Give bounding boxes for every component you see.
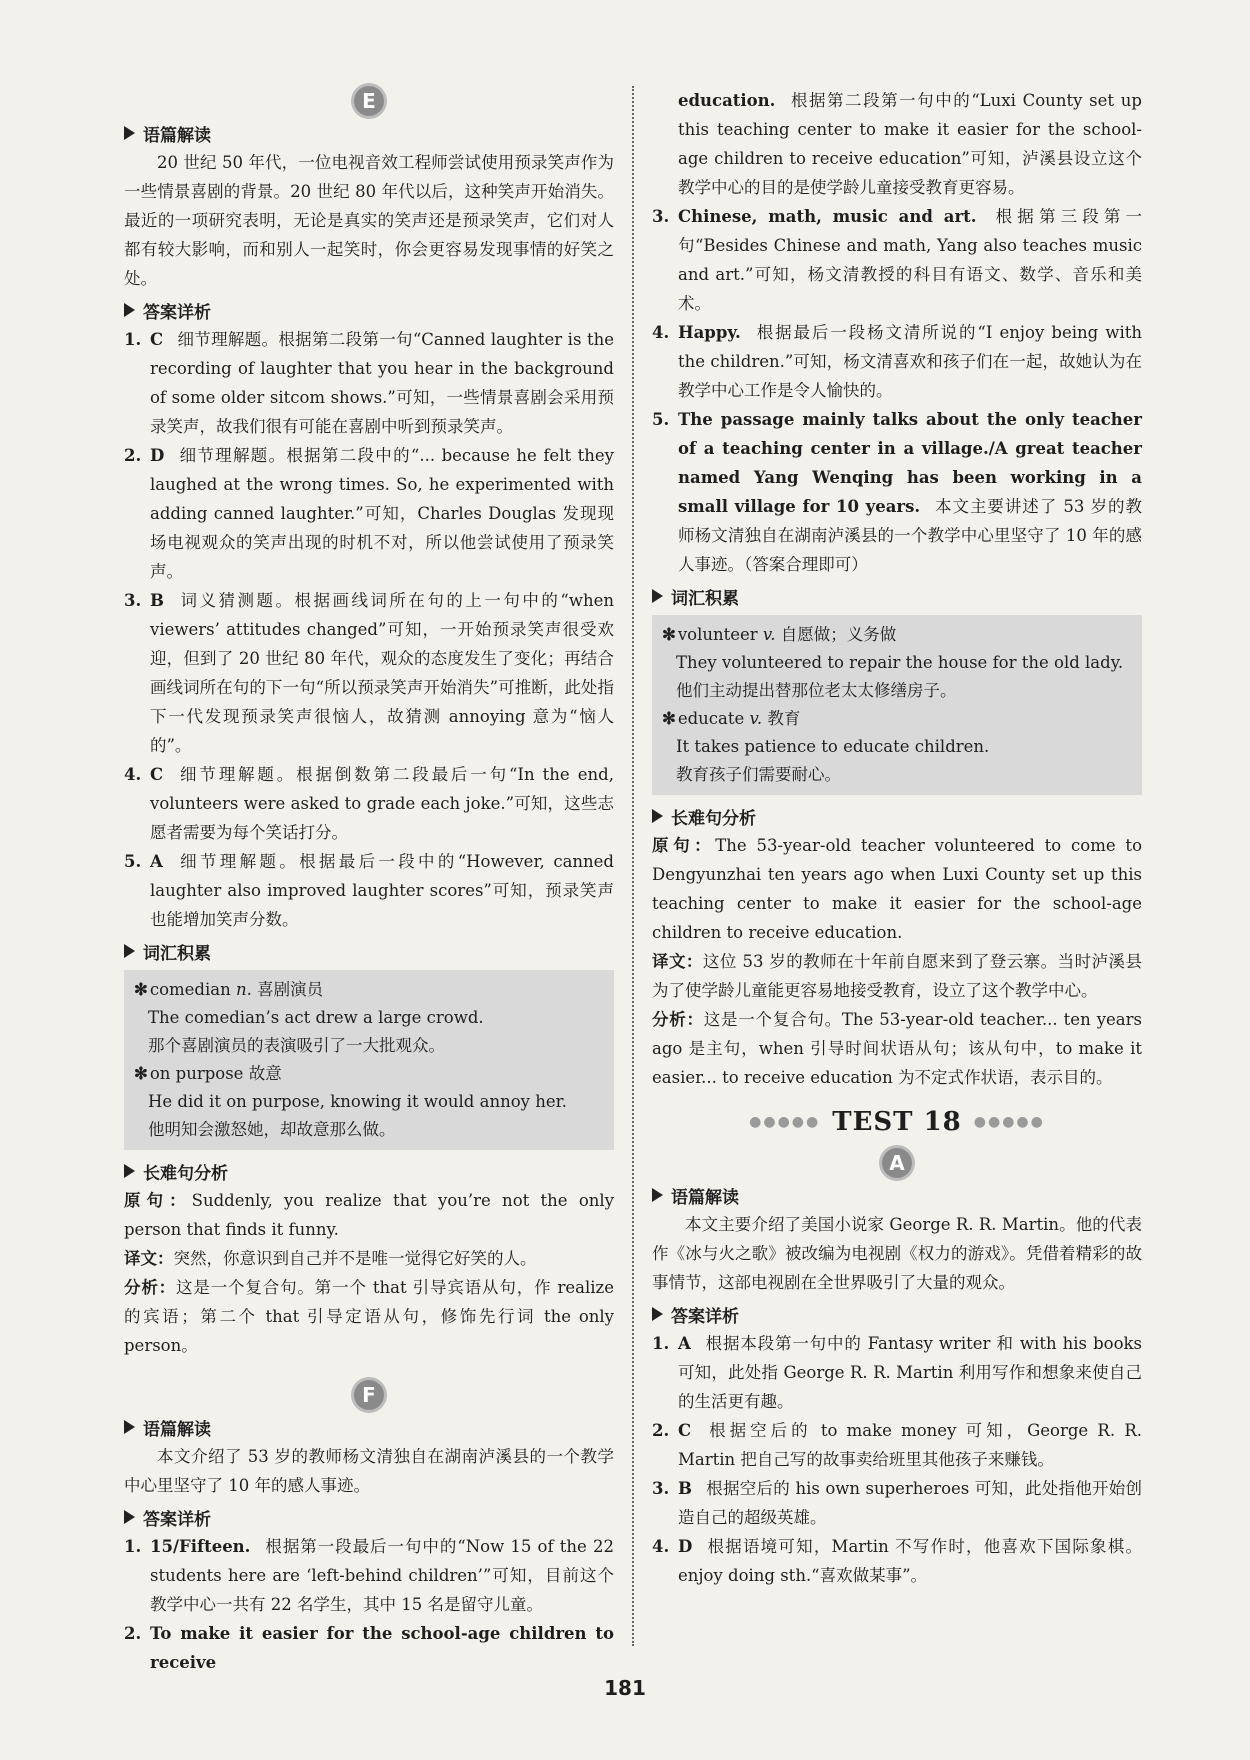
vocab-entry: ✻ volunteer v. 自愿做；义务做	[662, 625, 897, 644]
answer-number: 4.	[124, 765, 142, 784]
answer-number: 3.	[124, 591, 142, 610]
star-icon: ✻	[662, 709, 676, 728]
sentence-translation: 译文：突然，你意识到自己并不是唯一觉得它好笑的人。	[124, 1249, 537, 1268]
section-heading-reading	[124, 1412, 614, 1442]
section-heading-label: 答案详析	[143, 1509, 211, 1530]
answer-number: 1.	[124, 1537, 142, 1556]
answer-explanation: 根据第一段最后一句中的“Now 15 of the 22 students here are ‘left-behind children’”可知，目前这个教学中心一共有 22 名学生，其中 15 名是留守儿童。	[150, 1537, 614, 1614]
answer-item	[652, 202, 1142, 318]
dots-decoration: ●●●●●	[749, 1114, 821, 1130]
section-heading-label: 语篇解读	[143, 1419, 211, 1440]
answer-number: 2.	[124, 1624, 142, 1643]
answer-key: C	[678, 1421, 692, 1440]
section-heading-label: 语篇解读	[143, 125, 211, 146]
answer-explanation: 根据第三段第一句“Besides Chinese and math, Yang also teaches music and art.”可知，杨文清教授的科目有语文、数学、音乐和美术。	[678, 207, 1142, 313]
answer-key: A	[150, 852, 163, 871]
answer-explanation: 根据空后的 his own superheroes 可知，此处指他开始创造自己的超级英雄。	[678, 1479, 1142, 1527]
arrow-icon	[124, 126, 135, 140]
answer-number: 5.	[652, 410, 670, 429]
answer-item	[652, 1474, 1142, 1532]
dots-decoration: ●●●●●	[973, 1114, 1045, 1130]
answer-explanation: 细节理解题。根据第二段中的“... because he felt they laughed at the wrong times. So, he experimented with adding canned laughter.”可知，Charles Douglas 发现现场电视观众的笑声出现的时机不对，所以他尝试使用了预录笑声。	[150, 446, 614, 581]
answer-number: 4.	[652, 1537, 670, 1556]
answer-explanation: 词义猜测题。根据画线词所在句的上一句中的“when viewers’ attitudes changed”可知，一开始预录笑声很受欢迎，但到了 20 世纪 80 年代，观众的态度发生了变化；再结合画线词所在句的下一句“所以预录笑声开始消失”可推断，此处指下一代发现预录笑声很恼人，故猜测 annoying 意为“恼人的”。	[150, 591, 614, 755]
answer-item	[124, 760, 614, 847]
answer-number: 3.	[652, 207, 670, 226]
answer-key: Chinese, math, music and art.	[678, 207, 977, 226]
answer-number: 5.	[124, 852, 142, 871]
test-heading	[652, 1104, 1142, 1140]
answer-number: 1.	[124, 330, 142, 349]
sentence-original: 原句：Suddenly, you realize that you’re not the only person that finds it funny.	[124, 1191, 615, 1239]
section-heading-vocab	[124, 936, 614, 966]
answer-key: C	[150, 330, 164, 349]
section-heading-reading	[124, 118, 614, 148]
vocab-translation: 那个喜剧演员的表演吸引了一大批观众。	[148, 1036, 445, 1055]
answer-item-continued	[652, 86, 1142, 202]
passage-summary: 本文主要介绍了美国小说家 George R. R. Martin。他的代表作《冰与火之歌》被改编为电视剧《权力的游戏》。凭借着精彩的故事情节，这部电视剧在全世界吸引了大量的观众。	[652, 1215, 1142, 1292]
star-icon: ✻	[662, 625, 676, 644]
section-heading-reading	[652, 1180, 1142, 1210]
answer-item	[124, 325, 614, 441]
answer-key: D	[678, 1537, 693, 1556]
arrow-icon	[124, 1164, 135, 1178]
page-number: 181	[604, 1676, 646, 1700]
section-heading-sentence	[652, 801, 1142, 831]
vocab-translation: 他们主动提出替那位老太太修缮房子。	[676, 681, 957, 700]
answer-item	[652, 1532, 1142, 1590]
vocab-translation: 他明知会激怒她，却故意那么做。	[148, 1120, 396, 1139]
section-heading-label: 词汇积累	[143, 943, 211, 964]
section-heading-label: 答案详析	[671, 1306, 739, 1327]
answer-key: To make it easier for the school-age children to receive	[150, 1624, 614, 1672]
section-heading-label: 长难句分析	[671, 808, 756, 829]
answer-explanation: 根据本段第一句中的 Fantasy writer 和 with his books 可知，此处指 George R. R. Martin 利用写作和想象来使自己的生活更有趣。	[678, 1334, 1142, 1411]
answer-item	[652, 1416, 1142, 1474]
answer-number: 1.	[652, 1334, 670, 1353]
sentence-original: 原句：The 53-year-old teacher volunteered to come to Dengyunzhai ten years ago when Luxi County set up this teaching center to make it easier for the school-age children to receive education.	[652, 836, 1142, 942]
answer-explanation: 细节理解题。根据倒数第二段最后一句“In the end, volunteers were asked to grade each joke.”可知，这些志愿者需要为每个笑话打分。	[150, 765, 614, 842]
answer-key: B	[150, 591, 164, 610]
answer-key: 15/Fifteen.	[150, 1537, 251, 1556]
arrow-icon	[124, 944, 135, 958]
answer-key: B	[678, 1479, 692, 1498]
arrow-icon	[124, 1510, 135, 1524]
passage-summary: 本文介绍了 53 岁的教师杨文清独自在湖南泸溪县的一个教学中心里坚守了 10 年的感人事迹。	[124, 1447, 614, 1495]
arrow-icon	[124, 303, 135, 317]
vocab-entry: ✻ educate v. 教育	[662, 709, 801, 728]
answer-item	[124, 1619, 614, 1677]
arrow-icon	[652, 1188, 663, 1202]
answer-key: C	[150, 765, 164, 784]
answer-explanation: 根据空后的 to make money 可知，George R. R. Martin 把自己写的故事卖给班里其他孩子来赚钱。	[678, 1421, 1142, 1469]
vocab-box	[652, 615, 1142, 795]
arrow-icon	[124, 1420, 135, 1434]
section-heading-vocab	[652, 581, 1142, 611]
vocab-example: It takes patience to educate children.	[676, 737, 990, 756]
section-heading-label: 长难句分析	[143, 1163, 228, 1184]
arrow-icon	[652, 809, 663, 823]
section-heading-answers	[124, 295, 614, 325]
vocab-example: They volunteered to repair the house for the old lady.	[676, 653, 1124, 672]
section-heading-answers	[124, 1502, 614, 1532]
answer-item	[124, 441, 614, 586]
left-column	[124, 86, 614, 1677]
answer-explanation: 细节理解题。根据最后一段中的“However, canned laughter also improved laughter scores”可知，预录笑声也能增加笑声分数。	[150, 852, 614, 929]
section-heading-sentence	[124, 1156, 614, 1186]
sentence-analysis: 分析：这是一个复合句。The 53-year-old teacher... ten years ago 是主句，when 引导时间状语从句；该从句中，to make it easier... to receive education 为不定式作状语，表示目的。	[652, 1010, 1142, 1087]
answer-key: D	[150, 446, 165, 465]
answer-explanation: 根据语境可知，Martin 不写作时，他喜欢下国际象棋。enjoy doing sth.“喜欢做某事”。	[678, 1537, 1142, 1585]
answer-number: 2.	[124, 446, 142, 465]
answer-number: 4.	[652, 323, 670, 342]
answer-explanation: 细节理解题。根据第二段第一句“Canned laughter is the recording of laughter that you hear in the background of some older sitcom shows.”可知，一些情景喜剧会采用预录笑声，故我们很有可能在喜剧中听到预录笑声。	[150, 330, 614, 436]
vocab-entry: ✻ on purpose 故意	[134, 1064, 282, 1083]
section-heading-label: 答案详析	[143, 302, 211, 323]
section-badge-a: A	[882, 1148, 912, 1178]
answer-item	[652, 405, 1142, 579]
star-icon: ✻	[134, 1064, 148, 1083]
section-heading-label: 词汇积累	[671, 588, 739, 609]
answer-explanation: 根据第二段第一句中的“Luxi County set up this teaching center to make it easier for the school-age children to receive education”可知，泸溪县设立这个教学中心的目的是使学龄儿童接受教育更容易。	[678, 91, 1142, 197]
passage-summary: 20 世纪 50 年代，一位电视音效工程师尝试使用预录笑声作为一些情景喜剧的背景。20 世纪 80 年代以后，这种笑声开始消失。最近的一项研究表明，无论是真实的笑声还是预录笑声，它们对人都有较大影响，而和别人一起笑时，你会更容易发现事情的好笑之处。	[124, 153, 614, 288]
answer-item	[124, 586, 614, 760]
column-divider	[632, 86, 634, 1646]
vocab-translation: 教育孩子们需要耐心。	[676, 765, 841, 784]
answer-key: The passage mainly talks about the only teacher of a teaching center in a village./A great teacher named Yang Wenqing has been working in a small village for 10 years.	[678, 410, 1142, 516]
vocab-entry: ✻ comedian n. 喜剧演员	[134, 980, 324, 999]
arrow-icon	[652, 1307, 663, 1321]
answer-item	[652, 318, 1142, 405]
answer-number: 3.	[652, 1479, 670, 1498]
test-title: TEST 18	[832, 1107, 962, 1137]
vocab-example: The comedian’s act drew a large crowd.	[148, 1008, 484, 1027]
vocab-box	[124, 970, 614, 1150]
answer-key: Happy.	[678, 323, 741, 342]
answer-number: 2.	[652, 1421, 670, 1440]
answer-key: A	[678, 1334, 691, 1353]
section-badge-f: F	[354, 1380, 384, 1410]
answer-key: education.	[678, 91, 776, 110]
sentence-analysis: 分析：这是一个复合句。第一个 that 引导宾语从句，作 realize 的宾语；第二个 that 引导定语从句，修饰先行词 the only person。	[124, 1278, 614, 1355]
section-badge-e: E	[354, 86, 384, 116]
answer-explanation: 根据最后一段杨文清所说的“I enjoy being with the children.”可知，杨文清喜欢和孩子们在一起，故她认为在教学中心工作是令人愉快的。	[678, 323, 1142, 400]
sentence-translation: 译文：这位 53 岁的教师在十年前自愿来到了登云寨。当时泸溪县为了使学龄儿童能更容易地接受教育，设立了这个教学中心。	[652, 952, 1142, 1000]
answer-item	[124, 1532, 614, 1619]
section-heading-label: 语篇解读	[671, 1187, 739, 1208]
answer-explanation: 本文主要讲述了 53 岁的教师杨文清独自在湖南泸溪县的一个教学中心里坚守了 10 年的感人事迹。（答案合理即可）	[678, 497, 1142, 574]
right-column	[652, 86, 1142, 1590]
answer-item	[124, 847, 614, 934]
answer-item	[652, 1329, 1142, 1416]
star-icon: ✻	[134, 980, 148, 999]
section-heading-answers	[652, 1299, 1142, 1329]
vocab-example: He did it on purpose, knowing it would annoy her.	[148, 1092, 567, 1111]
arrow-icon	[652, 589, 663, 603]
